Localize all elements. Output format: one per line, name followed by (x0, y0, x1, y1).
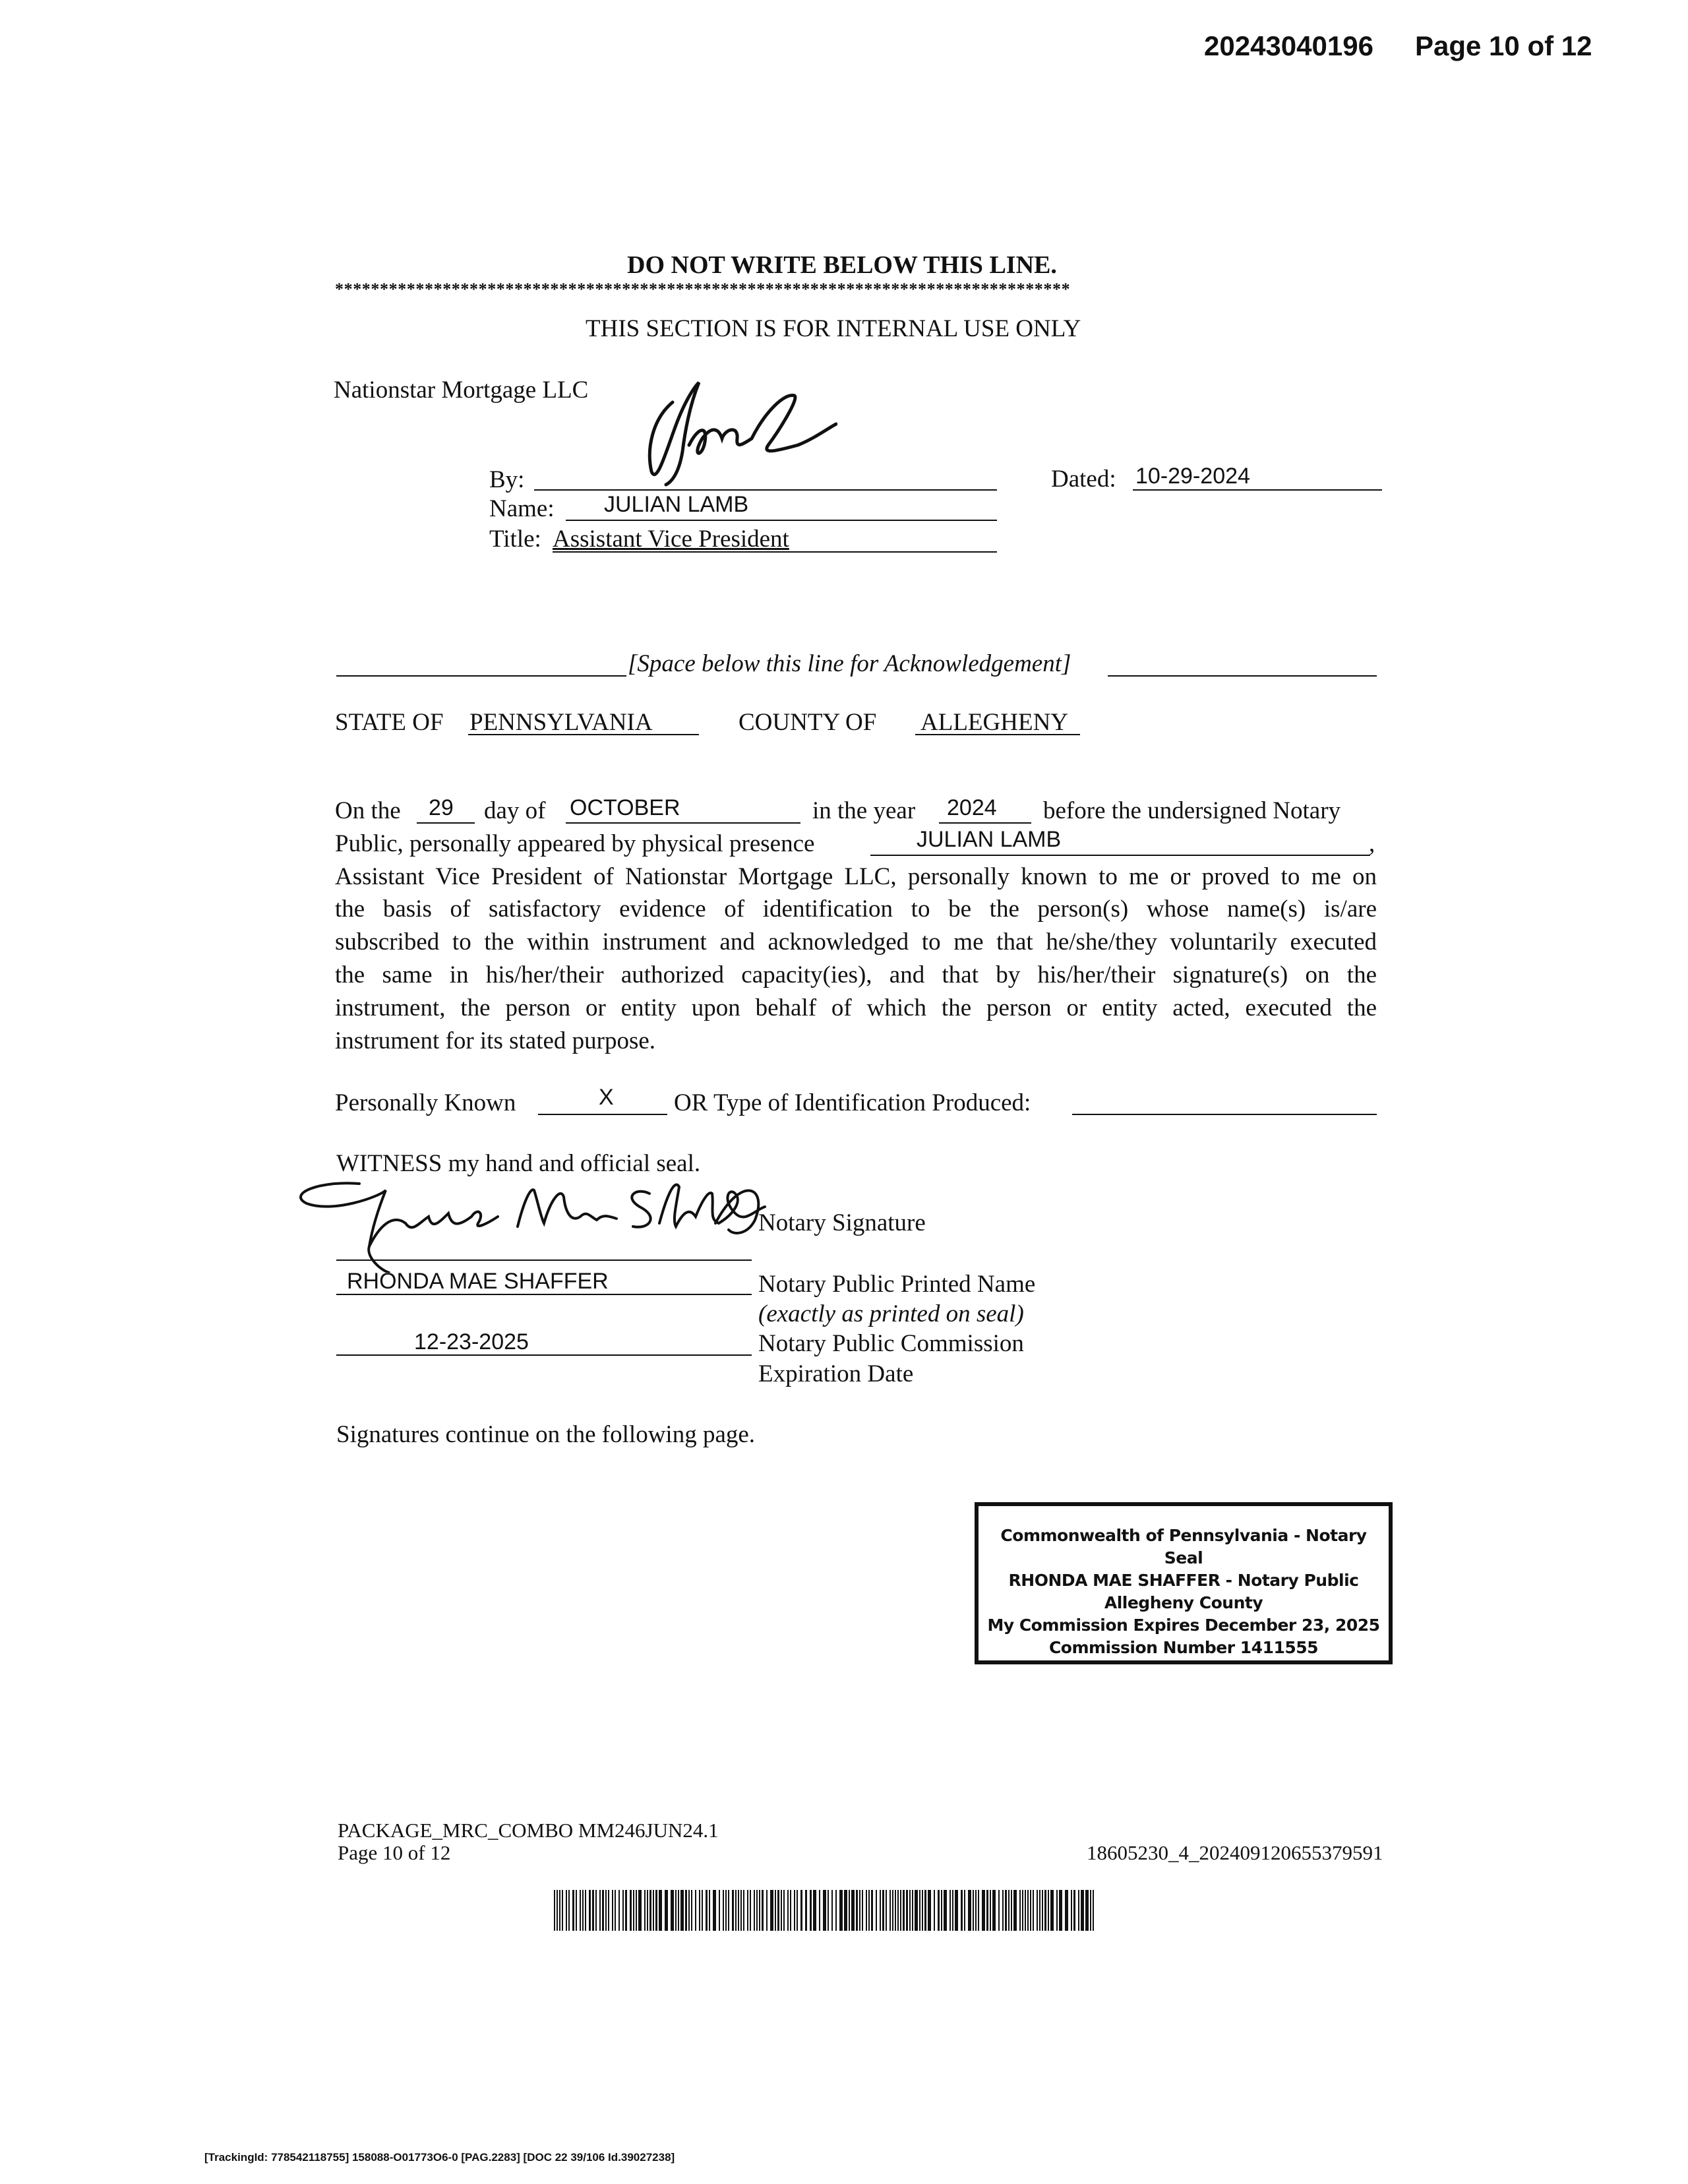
barcode-bar (924, 1890, 926, 1931)
barcode-bar (1073, 1890, 1075, 1931)
barcode-bar (819, 1890, 820, 1931)
barcode-bar (1065, 1890, 1068, 1931)
signer-name-value: JULIAN LAMB (604, 492, 749, 517)
barcode-bar (941, 1890, 942, 1931)
barcode-bar (572, 1890, 574, 1931)
barcode-bar (794, 1890, 795, 1931)
seal-line-2: RHONDA MAE SHAFFER - Notary Public (1008, 1571, 1359, 1590)
barcode-bar (892, 1890, 893, 1931)
notary-printed-name-line (336, 1294, 752, 1295)
barcode-bar (998, 1890, 1000, 1931)
barcode-bar (900, 1890, 901, 1931)
barcode-bar (622, 1890, 624, 1931)
barcode-bar (866, 1890, 867, 1931)
barcode-bar (856, 1890, 858, 1931)
seal-line-3: Allegheny County (1104, 1593, 1263, 1612)
barcode-bar (777, 1890, 779, 1931)
ack-body-line-3: subscribed to the within instrument and acknowledged to me that he/she/they voluntarily executed (335, 928, 1377, 956)
barcode-bar (678, 1890, 679, 1931)
barcode-bar (862, 1890, 863, 1931)
barcode-bar (655, 1890, 657, 1931)
id-produced-line (1072, 1114, 1377, 1115)
notary-expiration-line (336, 1354, 752, 1356)
barcode-bar (608, 1890, 609, 1931)
barcode-bar (851, 1890, 855, 1931)
day-of-text: day of (484, 797, 546, 824)
barcode (554, 1890, 1095, 1931)
by-label: By: (489, 466, 525, 493)
barcode-bar (886, 1890, 887, 1931)
ack-body-line-5: instrument, the person or entity upon behalf of which the person or entity acted, executed the (335, 994, 1377, 1021)
barcode-bar (823, 1890, 826, 1931)
county-value: ALLEGHENY (920, 709, 1069, 736)
notary-seal-stamp (975, 1502, 1393, 1664)
state-line (468, 734, 699, 735)
barcode-bar (889, 1890, 891, 1931)
barcode-bar (955, 1890, 958, 1931)
barcode-bar (680, 1890, 684, 1931)
notary-printed-name-value: RHONDA MAE SHAFFER (347, 1269, 609, 1294)
name-label: Name: (489, 495, 555, 522)
notary-signature (280, 1161, 768, 1273)
barcode-bar (964, 1890, 965, 1931)
barcode-bar (671, 1890, 674, 1931)
barcode-bar (702, 1890, 703, 1931)
appeared-text: Public, personally appeared by physical presence (335, 830, 815, 857)
barcode-bar (559, 1890, 560, 1931)
barcode-bar (828, 1890, 829, 1931)
barcode-bar (1008, 1890, 1010, 1931)
ack-body-line-1: Assistant Vice President of Nationstar Mortgage LLC, personally known to me or proved to me on (335, 863, 1377, 890)
barcode-bar (762, 1890, 764, 1931)
barcode-bar (576, 1890, 577, 1931)
barcode-bar (1093, 1890, 1094, 1931)
notary-commission-label: Notary Public Commission (758, 1330, 1024, 1357)
ack-left-line (336, 675, 626, 677)
notary-signature-label: Notary Signature (758, 1209, 926, 1236)
witness-text: WITNESS my hand and official seal. (336, 1150, 701, 1177)
barcode-bar (990, 1890, 991, 1931)
barcode-bar (906, 1890, 908, 1931)
barcode-bar (1048, 1890, 1049, 1931)
barcode-bar (1081, 1890, 1084, 1931)
notary-expiration-label: Expiration Date (758, 1360, 914, 1387)
barcode-bar (675, 1890, 677, 1931)
barcode-bar (1013, 1890, 1017, 1931)
barcode-bar (630, 1890, 632, 1931)
barcode-bar (612, 1890, 613, 1931)
barcode-bar (868, 1890, 870, 1931)
barcode-bar (723, 1890, 724, 1931)
barcode-bar (968, 1890, 971, 1931)
personally-known-label: Personally Known (335, 1089, 516, 1116)
barcode-bar (706, 1890, 708, 1931)
barcode-bar (754, 1890, 755, 1931)
barcode-bar (735, 1890, 737, 1931)
year-line (939, 822, 1031, 824)
barcode-bar (871, 1890, 873, 1931)
state-label: STATE OF (335, 709, 444, 736)
star-divider: ********************************************************************************** (335, 280, 1071, 299)
barcode-bar (688, 1890, 690, 1931)
personally-known-mark: X (599, 1085, 614, 1110)
barcode-bar (685, 1890, 687, 1931)
exactly-as-printed-note: (exactly as printed on seal) (758, 1300, 1024, 1327)
barcode-bar (915, 1890, 918, 1931)
day-value: 29 (429, 795, 454, 820)
acknowledgement-note: [Space below this line for Acknowledgement] (628, 650, 1071, 677)
barcode-bar (975, 1890, 977, 1931)
barcode-bar (982, 1890, 985, 1931)
barcode-bar (568, 1890, 570, 1931)
barcode-bar (713, 1890, 716, 1931)
barcode-bar (986, 1890, 988, 1931)
barcode-bar (938, 1890, 940, 1931)
barcode-bar (770, 1890, 773, 1931)
barcode-bar (566, 1890, 567, 1931)
barcode-bar (665, 1890, 668, 1931)
barcode-bar (740, 1890, 742, 1931)
barcode-bar (849, 1890, 850, 1931)
notary-signature-line (336, 1259, 752, 1261)
ack-body-line-6: instrument for its stated purpose. (335, 1027, 656, 1054)
barcode-bar (605, 1890, 607, 1931)
barcode-bar (1027, 1890, 1029, 1931)
barcode-bar (653, 1890, 654, 1931)
signer-title-value: Assistant Vice President (553, 526, 789, 553)
barcode-bar (1056, 1890, 1058, 1931)
barcode-bar (636, 1890, 637, 1931)
barcode-bar (562, 1890, 563, 1931)
ack-body-line-2: the basis of satisfactory evidence of identification to be the person(s) whose name(s) is/are (335, 895, 1377, 923)
barcode-bar (644, 1890, 646, 1931)
personally-known-line (538, 1114, 667, 1115)
barcode-bar (944, 1890, 947, 1931)
barcode-bar (961, 1890, 963, 1931)
barcode-bar (992, 1890, 996, 1931)
barcode-bar (592, 1890, 594, 1931)
barcode-bar (580, 1890, 581, 1931)
barcode-bar (895, 1890, 896, 1931)
company-name: Nationstar Mortgage LLC (334, 377, 589, 404)
barcode-bar (912, 1890, 913, 1931)
barcode-bar (725, 1890, 727, 1931)
barcode-bar (625, 1890, 627, 1931)
barcode-bar (1011, 1890, 1012, 1931)
name-line (566, 520, 997, 521)
barcode-bar (554, 1890, 555, 1931)
barcode-bar (781, 1890, 782, 1931)
barcode-bar (897, 1890, 899, 1931)
barcode-bar (1085, 1890, 1089, 1931)
seal-line-1: Commonwealth of Pennsylvania - Notary Seal (1000, 1526, 1367, 1567)
barcode-bar (813, 1890, 816, 1931)
barcode-bar (618, 1890, 620, 1931)
barcode-bar (928, 1890, 931, 1931)
barcode-bar (880, 1890, 881, 1931)
barcode-bar (1037, 1890, 1038, 1931)
barcode-bar (743, 1890, 744, 1931)
barcode-bar (797, 1890, 798, 1931)
barcode-bar (800, 1890, 802, 1931)
tracking-id: [TrackingId: 778542118755] 158088-O01773O6-0 [PAG.2283] [DOC 22 39/106 Id.39027238] (204, 2151, 675, 2164)
package-code: PACKAGE_MRC_COMBO MM246JUN24.1 (338, 1819, 719, 1842)
county-line (915, 734, 1080, 735)
barcode-bar (839, 1890, 843, 1931)
barcode-bar (728, 1890, 729, 1931)
barcode-bar (599, 1890, 601, 1931)
barcode-bar (783, 1890, 785, 1931)
barcode-bar (699, 1890, 700, 1931)
barcode-bar (805, 1890, 807, 1931)
page-indicator: Page 10 of 12 (1415, 30, 1592, 61)
barcode-bar (1071, 1890, 1072, 1931)
title-label: Title: (489, 526, 541, 553)
barcode-bar (831, 1890, 833, 1931)
barcode-bar (787, 1890, 789, 1931)
by-signature-line (534, 489, 997, 491)
barcode-bar (835, 1890, 837, 1931)
barcode-bar (790, 1890, 791, 1931)
recording-number: 20243040196 (1204, 30, 1373, 61)
state-value: PENNSYLVANIA (469, 709, 653, 736)
in-the-year-text: in the year (812, 797, 916, 824)
barcode-bar (1090, 1890, 1091, 1931)
barcode-bar (1025, 1890, 1026, 1931)
footer-page-number: Page 10 of 12 (338, 1841, 451, 1864)
barcode-bar (585, 1890, 586, 1931)
internal-use-heading: THIS SECTION IS FOR INTERNAL USE ONLY (586, 315, 1081, 342)
barcode-bar (876, 1890, 877, 1931)
barcode-bar (1019, 1890, 1021, 1931)
barcode-bar (922, 1890, 923, 1931)
notary-seal-inner (984, 1511, 1383, 1655)
barcode-bar (557, 1890, 558, 1931)
julian-lamb-signature (626, 373, 837, 488)
barcode-bar (973, 1890, 974, 1931)
notary-expiration-value: 12-23-2025 (414, 1329, 529, 1354)
barcode-bar (882, 1890, 884, 1931)
barcode-bar (766, 1890, 768, 1931)
barcode-bar (810, 1890, 812, 1931)
barcode-bar (602, 1890, 604, 1931)
month-value: OCTOBER (570, 795, 680, 820)
ack-right-line (1108, 675, 1377, 677)
barcode-bar (595, 1890, 597, 1931)
barcode-bar (1022, 1890, 1023, 1931)
barcode-bar (1002, 1890, 1004, 1931)
barcode-bar (756, 1890, 758, 1931)
barcode-bar (950, 1890, 951, 1931)
barcode-bar (719, 1890, 720, 1931)
continue-note: Signatures continue on the following page. (336, 1421, 756, 1448)
barcode-bar (1033, 1890, 1034, 1931)
barcode-bar (691, 1890, 692, 1931)
county-label: COUNTY OF (738, 709, 877, 736)
barcode-bar (909, 1890, 911, 1931)
barcode-bar (695, 1890, 696, 1931)
footer-document-id: 18605230_4_20240912065537959​1 (1087, 1841, 1383, 1864)
appeared-name-value: JULIAN LAMB (917, 827, 1062, 852)
barcode-bar (1050, 1890, 1054, 1931)
barcode-bar (659, 1890, 662, 1931)
barcode-bar (649, 1890, 651, 1931)
dated-line (1133, 489, 1382, 491)
barcode-bar (615, 1890, 616, 1931)
barcode-bar (1005, 1890, 1007, 1931)
barcode-bar (952, 1890, 953, 1931)
barcode-bar (759, 1890, 760, 1931)
seal-line-5: Commission Number 1411555 (1048, 1638, 1319, 1657)
barcode-bar (1044, 1890, 1046, 1931)
ack-body-line-4: the same in his/her/their authorized capacity(ies), and that by his/her/their signature(s) on the (335, 961, 1377, 988)
barcode-bar (589, 1890, 591, 1931)
on-the-text: On the (335, 797, 401, 824)
barcode-bar (978, 1890, 979, 1931)
barcode-bar (844, 1890, 847, 1931)
barcode-bar (638, 1890, 642, 1931)
barcode-bar (1030, 1890, 1031, 1931)
barcode-bar (1039, 1890, 1040, 1931)
barcode-bar (709, 1890, 710, 1931)
notary-printed-name-label: Notary Public Printed Name (758, 1271, 1036, 1298)
do-not-write-heading: DO NOT WRITE BELOW THIS LINE. (627, 251, 1057, 279)
day-line (417, 822, 475, 824)
barcode-bar (747, 1890, 748, 1931)
barcode-bar (738, 1890, 739, 1931)
barcode-bar (647, 1890, 648, 1931)
title-line (553, 551, 997, 553)
barcode-bar (919, 1890, 920, 1931)
barcode-bar (732, 1890, 734, 1931)
appeared-comma: , (1369, 830, 1375, 857)
barcode-bar (633, 1890, 634, 1931)
month-line (566, 822, 800, 824)
barcode-bar (903, 1890, 905, 1931)
id-produced-label: OR Type of Identification Produced: (674, 1089, 1031, 1116)
dated-value: 10-29-2024 (1135, 464, 1250, 489)
barcode-bar (1042, 1890, 1043, 1931)
barcode-bar (750, 1890, 751, 1931)
barcode-bar (1059, 1890, 1062, 1931)
barcode-bar (859, 1890, 860, 1931)
year-value: 2024 (947, 795, 997, 820)
seal-line-4: My Commission Expires December 23, 2025 (987, 1616, 1380, 1635)
barcode-bar (775, 1890, 776, 1931)
dated-label: Dated: (1051, 466, 1116, 493)
barcode-bar (582, 1890, 584, 1931)
barcode-bar (934, 1890, 935, 1931)
before-notary-text: before the undersigned Notary (1043, 797, 1341, 824)
appeared-name-line (870, 855, 1370, 856)
barcode-bar (1078, 1890, 1079, 1931)
